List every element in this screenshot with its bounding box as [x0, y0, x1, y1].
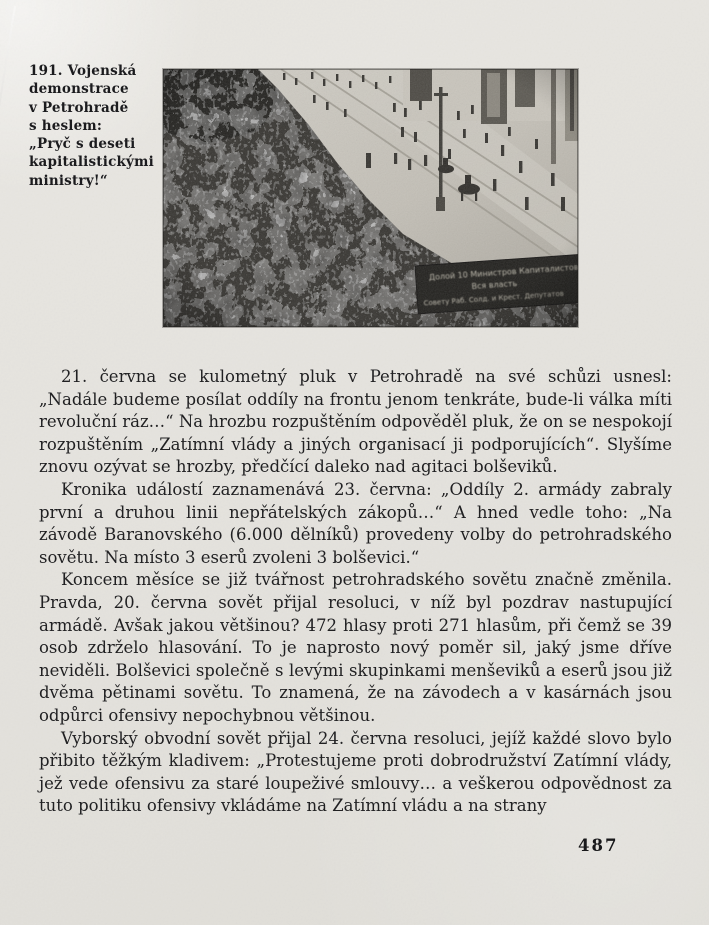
- figure-caption-line: ministry!“: [29, 172, 108, 189]
- demonstration-photo: [163, 69, 578, 327]
- figure-caption-line: 191. Vojenská: [29, 63, 137, 79]
- figure-caption-line: s heslem:: [29, 117, 103, 134]
- body-paragraph: Vyborský obvodní sovět přijal 24. června resoluci, jejíž každé slovo bylo přibito těžkým kladivem: „Protestujeme proti dobrodružství Zatímní vlády, jež vede ofensivu za staré loupeživé smlouvy… a veškerou odpovědnost za tuto politiku ofensivy vkládáme na Zatímní vládu a na strany: [39, 728, 672, 816]
- photo-vignette: [163, 69, 578, 327]
- page-crease: [0, 6, 16, 189]
- body-text: [39, 366, 672, 818]
- body-paragraph: Koncem měsíce se již tvářnost petrohradského sovětu značně změnila. Pravda, 20. června sovět přijal resoluci, v níž byl pozdrav nastupující armádě. Avšak jakou většinou? 472 hlasy proti 271 hlasům, při čemž se 39 osob zdrželo hlasování. To je naprosto nový poměr sil, jaký jsme dříve neviděli. Bolševici společně s levými skupinkami menševiků a eserů jsou již dvěma pětinami sovětu. To znamená, že na závodech a v kasárnách jsou odpůrci ofensivy nepochybnou většinou.: [39, 570, 672, 725]
- figure-caption-line: demonstrace: [29, 81, 129, 98]
- figure-caption: [29, 62, 169, 190]
- figure-caption-line: v Petrohradě: [29, 99, 129, 116]
- figure-caption-line: „Pryč s deseti: [29, 136, 136, 153]
- figure-caption-line: kapitalistickými: [29, 154, 154, 171]
- page-number: 487: [578, 836, 619, 855]
- demonstration-photo-art: [163, 69, 578, 327]
- body-paragraph: 21. června se kulometný pluk v Petrohradě na své schůzi usnesl: „Nadále budeme posílat oddíly na frontu jenom tenkráte, bude-li válka míti revoluční ráz…“ Na hrozbu rozpuštěním odpověděl pluk, že on se nespokojí rozpuštěním „Zatímní vlády a jiných organisací ji podporujících“. Slyšíme znovu ozývat se hrozby, předčící daleko nad agitaci bolševiků.: [39, 367, 672, 477]
- body-paragraph: Kronika událostí zaznamenává 23. června: „Oddíly 2. armády zabraly první a druhou linii nepřátelských zákopů…“ A hned vedle toho: „Na závodě Baranovského (6.000 dělníků) provedeny volby do petrohradského sovětu. Na místo 3 eserů zvoleni 3 bolševici.“: [39, 479, 672, 567]
